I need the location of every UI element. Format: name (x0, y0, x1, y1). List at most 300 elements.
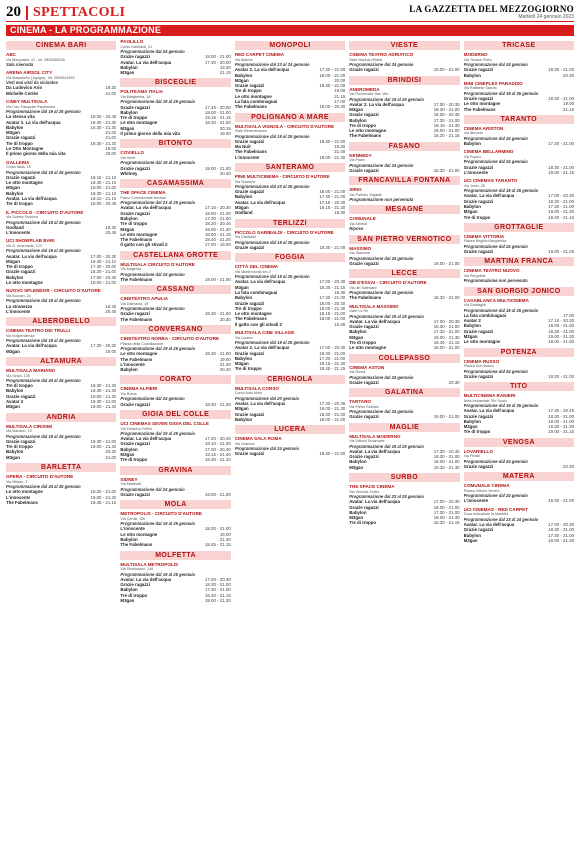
film-title: Babylon (463, 532, 481, 538)
programme-period: Programmazione dal 19 al 25 gennaio (6, 219, 81, 225)
film-title: Babylon (6, 274, 24, 280)
film-title: Grazie ragazzi (120, 582, 150, 588)
showtimes: 21.00 (334, 149, 346, 155)
showtimes: 18.30 - 21.00 (319, 244, 346, 250)
film-title: Babylon (463, 418, 481, 424)
film-title: Tre di troppo (6, 383, 33, 389)
cinema-name: PICCOLO GARIBALDI - CIRCUITO D'AUTORE (234, 229, 334, 235)
cinema-listing (6, 238, 116, 285)
showtimes: 18.45 - 21.15 (204, 542, 231, 548)
cinema-name: UCI CINEMAS TARANTO (463, 178, 518, 184)
city-heading: POLIGNANO A MARE (235, 113, 345, 122)
showtimes: 18.30 - 21.00 (90, 489, 117, 495)
film-title: Grazie ragazzi (349, 324, 379, 330)
film-title: Tre di troppo (349, 122, 377, 128)
film-title: Avatar 2. La via dell'acqua (234, 67, 290, 73)
cinema-address: Via Roma (349, 370, 366, 375)
film-title: Tre di troppo (463, 429, 491, 435)
city-heading: LUCERA (235, 425, 345, 434)
city-heading: GALATINA (349, 388, 459, 397)
film-title: Grazie ragazzi (463, 164, 494, 170)
showtimes: 18.10 - 21.15 (90, 195, 117, 201)
showtimes: 17.30 - 21.00 (548, 203, 574, 209)
city-heading: BITONTO (120, 139, 230, 148)
programme-period: Programmazione dal 24 gennaio (463, 62, 528, 67)
showtimes: 17.15 - 20.30 (204, 205, 231, 211)
programme-period: Programmazione dal 19 al 25 gennaio (349, 443, 424, 449)
film-row (464, 464, 574, 469)
showtimes: 19.00 - 21.00 (433, 67, 460, 73)
cinema-address: Via Mariano, 10 (6, 429, 32, 434)
film-title: M3gan (120, 226, 135, 232)
showtimes: 19.30 (105, 85, 117, 91)
cinema-name: THE SPACE CINEMA (120, 190, 166, 196)
city-heading: VIESTE (349, 41, 459, 50)
cinema-name: MULTISALA CORSO (234, 385, 279, 391)
showtimes: 18.00 - 20.40 (319, 300, 346, 306)
cinema-address: Via Verdi (120, 155, 136, 160)
showtimes: 19.15 - 21.15 (204, 115, 231, 121)
city-heading: MESAGNE (349, 205, 459, 214)
film-title: Babylon (120, 64, 138, 70)
cinema-listing (6, 52, 116, 67)
film-title: M3gan (6, 454, 20, 460)
film-title: Tre di troppo (234, 88, 262, 94)
film-row (464, 73, 574, 78)
film-row (6, 230, 116, 235)
film-title: Le otto montagne (463, 339, 501, 345)
film-title: The Fabelmans (349, 133, 382, 139)
showtimes: 18.00 - 21.00 (548, 418, 574, 424)
showtimes: 17.00 (334, 98, 346, 104)
film-title: Tre di troppo (6, 201, 33, 207)
showtimes: 18.00 - 21.00 (319, 189, 346, 195)
film-title: Grazie ragazzi (463, 198, 494, 204)
city-heading: SAN PIETRO VERNOTICO (349, 235, 459, 244)
showtimes: 18.20 - 21.15 (433, 133, 460, 139)
showtimes: 18.30 - 21.00 (548, 164, 574, 170)
cinema-address: Via Dalmazia, 10 (120, 301, 149, 306)
cinema-listing (235, 436, 345, 457)
showtimes: 20.00 (105, 151, 117, 157)
cinema-address: Via Sidney Sonnino (6, 215, 39, 220)
film-row (6, 91, 116, 96)
cinema-name: MULTICINEMA RANIERI (463, 393, 516, 399)
city-heading: ANDRIA (6, 413, 116, 422)
showtimes: 19.00 - 21.30 (433, 515, 460, 521)
film-title: Il primo giorno della mia vita (120, 131, 180, 137)
cinema-name: IL PICCOLO - CIRCUITO D'AUTORE (6, 209, 84, 215)
film-title: Grazie ragazzi (234, 138, 265, 144)
cinema-address: Via Stazione (349, 251, 370, 256)
film-title: Grazie ragazzi (234, 189, 265, 195)
programme-period: Programmazione dal 24 gennaio (349, 62, 414, 67)
film-title: The Fabelmans (120, 542, 153, 548)
cinema-name: SIRIO (349, 187, 362, 193)
showtimes: 19.00 - 21.00 (204, 276, 231, 282)
film-title: Grazie ragazzi (120, 165, 150, 171)
film-title: L'innocente (6, 308, 31, 314)
showtimes: 19.00 - 21.00 (433, 414, 460, 420)
film-title: Tre di troppo (463, 214, 491, 220)
programme-period: Visti mai visti da vicinatos (6, 80, 58, 86)
showtimes: 17.15 - 20.30 (319, 199, 346, 205)
cinema-listing (235, 174, 345, 216)
cinema-address: Piazza Regina Margherita (463, 239, 507, 244)
showtimes: 16.30 (334, 289, 346, 295)
cinema-address: Via Stazione (234, 179, 256, 184)
film-title: Avatar 2. La via dell'acqua (6, 119, 61, 125)
film-title: Avatar. La via dell'acqua (234, 400, 286, 406)
film-title: Grazie ragazzi (463, 96, 494, 101)
film-title: Tre di troppo (6, 444, 33, 450)
cinema-address: Via Buccari, 24 (6, 293, 31, 298)
programme-period: Programmazione dal 24 al 25 gennaio (6, 484, 81, 490)
film-title: Avatar 2 (6, 399, 24, 405)
showtimes: 19.00 - 21.00 (204, 165, 231, 171)
showtimes: 20.40 (219, 367, 231, 373)
film-title: Babylon (120, 587, 138, 593)
cinema-name: MULTISALA MODERNO (349, 433, 401, 439)
film-title: L'innocente (6, 230, 31, 236)
cinema-name: ABC (6, 52, 16, 57)
film-title: Avatar 2 (463, 318, 481, 324)
city-heading: MARTINA FRANCA (464, 257, 574, 266)
cinema-listing (120, 421, 230, 463)
showtimes: 18.30 - 21.00 (204, 401, 231, 407)
showtimes: 18.00 - 21.00 (548, 339, 574, 345)
film-title: M3gan (234, 205, 249, 211)
programme-period: Programmazione dal 19 al 25 gennaio (234, 274, 310, 280)
film-row (349, 380, 459, 385)
showtimes: 17.30 - 20.00 (204, 59, 231, 65)
cinema-name: SIDNEY (120, 476, 138, 482)
film-row (6, 349, 116, 354)
film-title: Avatar. La via dell'acqua (234, 279, 286, 285)
film-title: M3gan (120, 597, 135, 603)
programme-period: Programmazione dal 19 al 25 gennaio (6, 169, 81, 175)
showtimes: 18.30 - 21.00 (548, 96, 574, 101)
showtimes: 18.30 (105, 303, 117, 309)
film-row (235, 417, 345, 422)
showtimes: 18.30 - 21.00 (548, 498, 574, 504)
film-title: Grazie ragazzi (120, 54, 150, 60)
film-row (6, 280, 116, 285)
cinema-listing (464, 149, 574, 175)
listing-column-2 (120, 39, 230, 839)
programme-period: Programmazione dal 19 al 25 gennaio (120, 160, 196, 166)
cinema-name: MULTISALA MARIANO (6, 367, 56, 373)
film-title: Grazie ragazzi (6, 135, 36, 141)
cinema-address: Via G. Amendola, 123 (6, 243, 42, 248)
showtimes: 19.30 - 21.30 (548, 424, 574, 430)
film-title: La fata combinaguai (463, 312, 507, 318)
film-title: Babylon (463, 203, 481, 209)
cinema-address: Viale Lo Re (349, 309, 369, 314)
showtimes: 18.00 - 21.15 (204, 231, 231, 237)
film-title: M3gan (349, 107, 364, 112)
showtimes: 19.00 - 21.30 (90, 404, 117, 410)
showtimes: 18.40 - 21.15 (90, 180, 117, 186)
page-header (6, 0, 574, 22)
film-title: The Fabelmans (120, 356, 153, 362)
film-row (349, 133, 459, 138)
cinema-address: Via Vittorio Emanuele (349, 439, 385, 444)
film-row (464, 339, 574, 344)
cinema-address: Via Marguttari, 41 - tel. 0805648228 (6, 57, 65, 62)
showtimes: 18.30 - 21.00 (433, 454, 460, 460)
showtimes: 17.00 - 20.40 (90, 274, 117, 280)
film-title: Grazie ragazzi (349, 454, 379, 460)
cinema-listing (120, 511, 230, 547)
film-row (349, 295, 459, 300)
showtimes: 17.00 - 20.30 (90, 253, 117, 259)
film-row (464, 429, 574, 434)
showtimes: 19.00 - 21.30 (319, 154, 346, 160)
showtimes: 20.15 (219, 125, 231, 131)
film-title: Grazie ragazzi (463, 249, 494, 255)
film-title: M3gan (6, 185, 20, 191)
showtimes: 19.00 (219, 356, 231, 362)
cinema-name: GALLERIA (6, 159, 30, 165)
film-title: M3gan (234, 284, 249, 290)
programme-period: Programmazione dal 23 al 24 gennaio (234, 62, 310, 67)
cinema-name: CINETEATRO NORBA - CIRCUITO D'AUTORE (120, 336, 220, 342)
showtimes: 21.00 (105, 454, 117, 460)
showtimes: 18.30 - 21.15 (319, 284, 346, 290)
showtimes: 20.30 (563, 72, 574, 78)
cinema-listing (6, 288, 116, 314)
showtimes: 17.00 - 20.30 (548, 193, 574, 199)
cinema-address: Via Cav. Pasquale Papandrea (6, 104, 56, 109)
city-heading: CONVERSANO (120, 325, 230, 334)
showtimes: 18.30 - 21.00 (90, 399, 117, 405)
cinema-name: CITTÀ DEL CINEMA (234, 264, 279, 270)
cinema-address: Via Margherita, 18 (120, 94, 151, 99)
showtimes: 19.00 - 21.30 (204, 226, 231, 232)
programme-period: Programmazione dal 19 al 25 gennaio (463, 403, 539, 409)
showtimes: 21.30 (219, 361, 231, 367)
cinema-name: ARENA AIRSOL CITY (6, 70, 53, 76)
showtimes: 17.30 - 20.45 (548, 408, 574, 414)
cinema-address: Via Roma (120, 392, 137, 397)
film-row (349, 168, 459, 173)
cinema-name: CINEY MULTISALA (6, 99, 48, 104)
film-title: La fata combinaguai (234, 289, 278, 295)
cinema-name: METROPOLIS - CIRCUITO D'AUTORE (120, 511, 202, 517)
film-title: Avatar. La via dell'acqua (120, 436, 172, 442)
film-title: Grazie ragazzi (349, 414, 379, 420)
programme-period: Sala riservata (6, 62, 34, 67)
cinema-address: Area Industriale Tito Scalo (463, 398, 507, 403)
cinema-listing (349, 246, 459, 267)
cinema-listing (120, 89, 230, 136)
film-title: M3gan (234, 77, 249, 83)
section-title: SPETTACOLI (33, 5, 126, 20)
showtimes: 20.45 (105, 230, 117, 236)
film-row (120, 131, 230, 136)
cinema-name: MULTISALA CINE VILLAGE (234, 330, 295, 336)
film-title: Avatar. La via dell'acqua (6, 343, 57, 349)
cinema-name: CINEMA VITTORIA (463, 233, 505, 239)
showtimes: 19.00 - 21.30 (433, 334, 460, 340)
cinema-listing (349, 280, 459, 301)
film-row (120, 70, 230, 75)
showtimes: 18.30 - 21.00 (319, 451, 346, 457)
showtimes: 18.00 - 21.00 (319, 416, 346, 422)
cinema-listing (6, 99, 116, 157)
cinema-address: Via Matteotti (120, 482, 141, 487)
cinema-address: Via Selva, 135 (6, 373, 30, 378)
showtimes: 18.30 - 21.30 (90, 119, 117, 125)
cinema-listing (464, 449, 574, 470)
programme-period: Programmazione dal 23 al 25 gennaio (349, 494, 424, 500)
showtimes: 17.30 - 20.00 (90, 264, 117, 270)
showtimes: 19.00 - 21.30 (548, 209, 574, 215)
showtimes: 21.15 (334, 93, 346, 99)
showtimes: 18.00 - 21.00 (204, 210, 231, 216)
film-title: M3gan (6, 130, 20, 136)
film-row (235, 210, 345, 215)
showtimes: 19.15 - 21.40 (204, 452, 231, 458)
city-heading: TRICASE (464, 41, 574, 50)
showtimes: 19.00 (219, 131, 231, 137)
programme-period: Programmazione dal 19 al 25 gennaio (463, 307, 539, 313)
showtimes: 19.00 - 21.30 (204, 597, 231, 603)
programme-period: Programmazione dal 24 gennaio (463, 368, 528, 374)
showtimes: 17.30 - 21.00 (433, 329, 460, 335)
film-title: L'innocente (120, 526, 145, 532)
film-title: Babylon (6, 449, 24, 455)
cinema-name: CINEMA TEATRO NUOVO (463, 268, 520, 274)
film-title: Le otto montagne (234, 93, 272, 99)
cinema-address: Via Provinciale San Vito (349, 92, 389, 97)
showtimes: 18.00 - 20.45 (90, 201, 117, 207)
cinema-listing (120, 296, 230, 322)
film-title: The Fabelmans (234, 104, 267, 110)
film-row (120, 402, 230, 407)
cinema-listing (464, 507, 574, 543)
showtimes: 19.15 - 21.30 (319, 361, 346, 367)
film-title: Avatar. La via dell'acqua (349, 318, 400, 324)
showtimes: 19.00 (334, 88, 346, 94)
showtimes: 20.45 (105, 308, 117, 314)
film-title: Avatar. La via dell'acqua (349, 499, 400, 505)
cinema-listing (349, 216, 459, 231)
cinema-name: TARTARO (349, 399, 371, 405)
film-title: Grazie ragazzi (463, 527, 494, 533)
showtimes: 18.15 - 21.00 (319, 311, 346, 317)
cinema-listing (235, 52, 345, 110)
cinema-name: CASABLANCA MULTICINEMA (463, 297, 529, 303)
programme-period: Programmazione non pervenuta (463, 278, 528, 284)
showtimes: 18.30 - 21.00 (548, 413, 574, 419)
film-row (464, 141, 574, 146)
showtimes: 17.00 - 19.00 (204, 242, 231, 248)
film-title: La stessa vita (6, 114, 35, 120)
cinema-listing (464, 483, 574, 504)
programme-period: Programmazione dal 19 al 25 gennaio (234, 239, 310, 245)
showtimes: 18.00 - 21.00 (204, 109, 231, 115)
showtimes: 18.00 - 21.00 (319, 316, 346, 322)
city-heading: GRAVINA (120, 466, 230, 475)
cinema-address: Corso Garibaldi, 21 (120, 44, 153, 49)
city-heading: MAGLIE (349, 423, 459, 432)
film-row (464, 107, 574, 112)
cinema-listing (120, 386, 230, 407)
showtimes: 18.30 - 21.00 (433, 295, 460, 301)
cinema-listing (235, 386, 345, 422)
film-title: Le otto montagne (6, 180, 43, 186)
showtimes: 17.30 - 21.00 (319, 295, 346, 301)
film-title: La fata combinaguai (234, 98, 278, 104)
cinema-name: NUOVO SPLENDOR - CIRCUITO D'AUTORE (6, 288, 101, 294)
cinema-listing (235, 124, 345, 160)
programme-period: Programmazione dal 24 gennaio (349, 409, 414, 415)
film-title: Le Otto Montagne (6, 145, 44, 151)
listing-column-4 (349, 39, 459, 839)
showtimes: 17.00 - 20.30 (433, 318, 460, 324)
film-title: M3gan (349, 334, 364, 340)
film-title: Grazie ragazzi (234, 451, 265, 457)
cinema-listing (464, 234, 574, 255)
header-separator (26, 6, 28, 20)
film-title: Grazie ragazzi (463, 328, 494, 334)
showtimes: 18.20 - 20.45 (204, 221, 231, 227)
showtimes: 17.30 - 21.00 (548, 532, 574, 538)
showtimes: 19.00 (219, 531, 231, 537)
film-row (235, 322, 345, 327)
city-heading: CASTELLANA GROTTE (120, 251, 230, 260)
film-row (120, 277, 230, 282)
cinema-listing (235, 330, 345, 372)
showtimes: 21.30 (219, 536, 231, 542)
showtimes: 21.00 (105, 130, 117, 136)
showtimes: 18.30 - 21.00 (548, 373, 574, 379)
film-title: The Fabelmans (234, 149, 267, 155)
city-heading: CORATO (120, 375, 230, 384)
showtimes: 18.30 - 21.00 (548, 67, 574, 73)
cinema-address: Via Cerulli, 150 (120, 516, 146, 521)
film-title: Grazie ragazzi (6, 438, 36, 444)
cinema-listing (349, 153, 459, 174)
cinema-listing (464, 81, 574, 112)
film-title: Babylon (349, 459, 367, 465)
cinema-address: Piazza Vittorio Veneto (463, 488, 500, 493)
cinema-listing (349, 87, 459, 139)
programme-period: Programmazione dal 19 al 25 gennaio (234, 133, 310, 139)
showtimes: 17.45 - 20.00 (204, 104, 231, 110)
showtimes: 20.30 (219, 170, 231, 176)
programme-period: Programmazione dal 20 gennaio (234, 395, 300, 401)
showtimes: 21.00 (105, 90, 117, 96)
film-title: Avatar. La via dell'acqua (463, 408, 515, 414)
programme-period: Programmazione dal 23 al 25 gennaio (234, 183, 310, 189)
programme-period: Programmazione dal 19 al 25 gennaio (463, 90, 539, 96)
film-title: The Fabelmans (349, 295, 382, 301)
paper-name: LA GAZZETTA DEL MEZZOGIORNO (409, 4, 574, 14)
film-row (120, 457, 230, 462)
city-heading: BARLETTA (6, 463, 116, 472)
city-heading: FRANCAVILLA FONTANA (349, 176, 459, 185)
film-title: Tre di troppo (120, 221, 148, 227)
film-row (464, 538, 574, 543)
cinema-address: Via Pergolesi (463, 273, 486, 278)
film-title: M3gan (349, 464, 364, 470)
film-title: Tre di troppo (6, 264, 33, 270)
cinema-listing (235, 230, 345, 251)
cinema-listing (6, 210, 116, 236)
